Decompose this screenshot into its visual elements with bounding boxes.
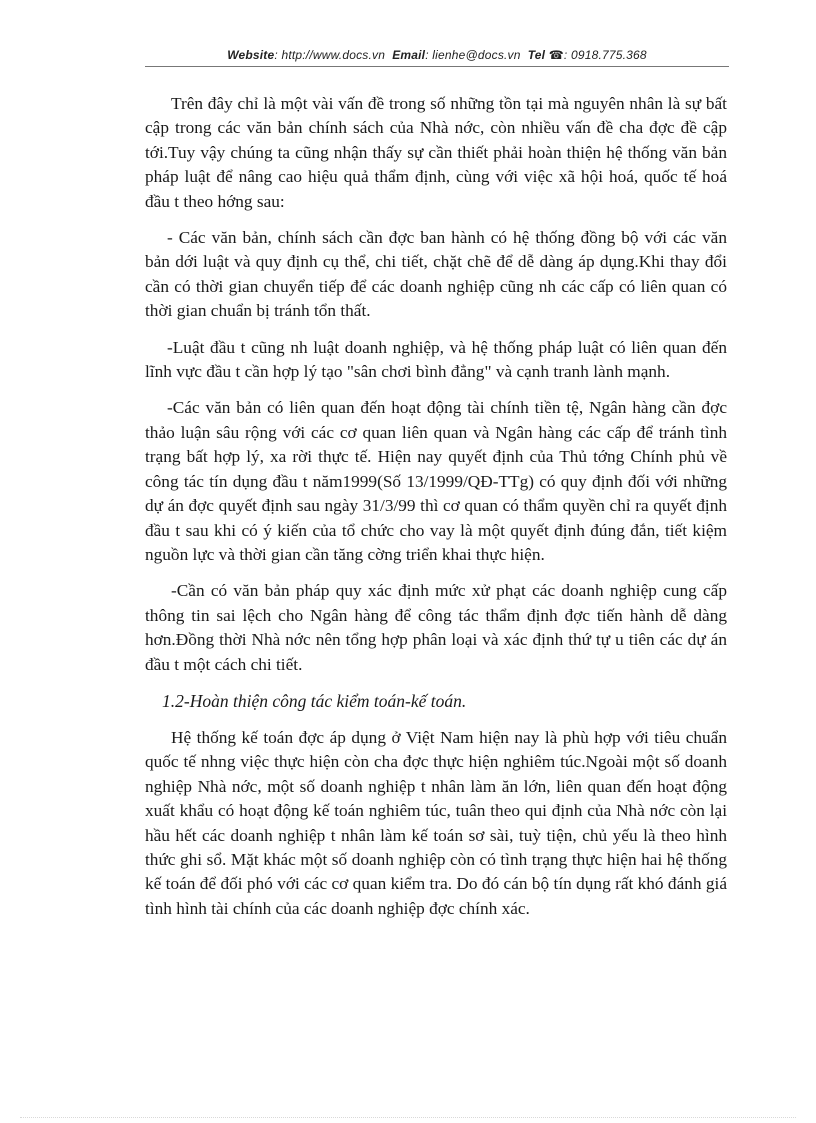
page-header [145, 48, 729, 62]
website-label: Website [227, 48, 275, 62]
paragraph-intro: Trên đây chỉ là một vài vấn đề trong số những tồn tại mà nguyên nhân là sự bất cập trong các văn bản chính sách của Nhà nớc, còn nhiều vấn đề cha đợc đề cập tới.Tuy vậy chúng ta cũng nhận thấy sự cần thiết phải hoàn thiện hệ thống văn bản pháp luật để nâng cao hiệu quả thẩm định, cùng với việc xã hội hoá, quốc tế hoá đầu t theo hớng sau: [145, 94, 727, 211]
footer-dotted-line [20, 1117, 796, 1118]
header-rule [145, 66, 729, 67]
tel-value: : 0918.775.368 [563, 48, 647, 62]
paragraph-financial-documents: -Các văn bản có liên quan đến hoạt động tài chính tiền tệ, Ngân hàng cần đợc thảo luận sâu rộng với các cơ quan liên quan và Ngân hàng các cấp để tránh tình trạng bất hợp lý, xa rời thực tế. Hiện nay quyết định của Thủ tớng Chính phủ về công tác tín dụng đầu t năm1999(Số 13/1999/QĐ-TTg) có quy định đối với những dự án đợc quyết định sau ngày 31/3/99 thì cơ quan có thẩm quyền chỉ ra quyết định đầu t sau khi có ý kiến của tổ chức cho vay là một quyết định đúng đắn, tiết kiệm nguồn lực và thời gian cần tăng cờng triển khai thực hiện. [145, 398, 727, 564]
paragraph-penalty-regulation: -Cần có văn bản pháp quy xác định mức xử phạt các doanh nghiệp cung cấp thông tin sai lệch cho Ngân hàng để công tác thẩm định đợc tiến hành dễ dàng hơn.Đồng thời Nhà nớc nên tổng hợp phân loại và xác định thứ tự u tiên các dự án đầu t một cách chi tiết. [145, 581, 727, 674]
section-heading: 1.2-Hoàn thiện công tác kiểm toán-kế toán. [162, 690, 467, 711]
paragraph-investment-law: -Luật đầu t cũng nh luật doanh nghiệp, và hệ thống pháp luật có liên quan đến lĩnh vực đầu t cần hợp lý tạo "sân chơi bình đẳng" và cạnh tranh lành mạnh. [145, 337, 727, 382]
email-value: : lienhe@docs.vn [425, 48, 521, 62]
email-label: Email [392, 48, 426, 62]
paragraph-policy-documents: - Các văn bản, chính sách cần đợc ban hành có hệ thống đồng bộ với các văn bản dới luật và quy định cụ thể, chi tiết, chặt chẽ để dễ dàng áp dụng.Khi thay đổi cần có thời gian chuyển tiếp để các doanh nghiệp cũng nh các cấp có liên quan có thời gian chuẩn bị tránh tổn thất. [145, 228, 727, 321]
tel-label: Tel [527, 48, 546, 62]
document-body [145, 92, 727, 933]
phone-icon: ☎ [548, 48, 564, 62]
paragraph-accounting-system: Hệ thống kế toán đợc áp dụng ở Việt Nam hiện nay là phù hợp với tiêu chuẩn quốc tế nhng việc thực hiện còn cha đợc thực hiện nghiêm túc.Ngoài một số doanh nghiệp Nhà nớc, một số doanh nghiệp t nhân làm ăn lớn, liên quan đến hoạt động xuất khẩu có hoạt động kế toán nghiêm túc, tuân theo qui định của Nhà nớc còn lại hầu hết các doanh nghiệp t nhân làm kế toán sơ sài, tuỳ tiện, chủ yếu là theo hình thức ghi sổ. Mặt khác một số doanh nghiệp còn có tình trạng thực hiện hai hệ thống kế toán để đối phó với các cơ quan kiểm tra. Do đó cán bộ tín dụng rất khó đánh giá tình hình tài chính của các doanh nghiệp đợc chính xác. [145, 727, 727, 918]
website-value: : http://www.docs.vn [274, 48, 386, 62]
